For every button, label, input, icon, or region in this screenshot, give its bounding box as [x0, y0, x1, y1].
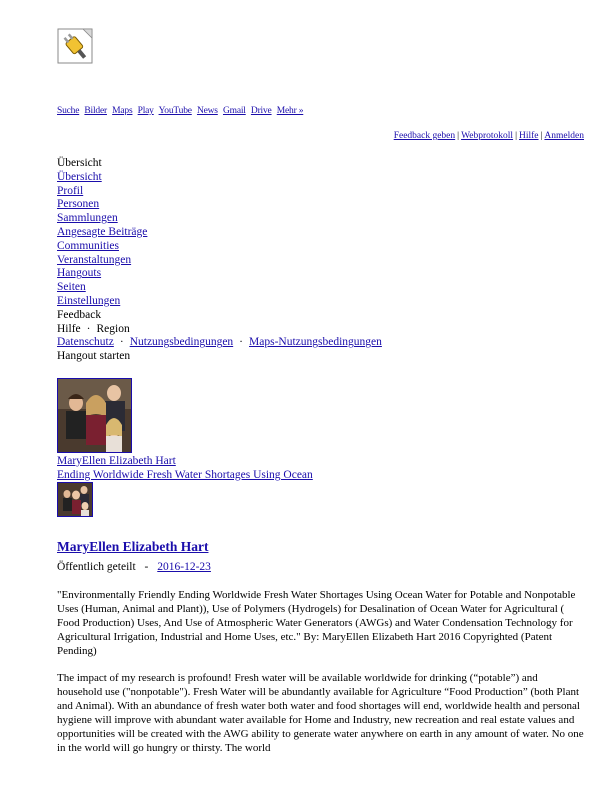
feedback-link[interactable]: Feedback geben	[393, 131, 456, 141]
post-date-link[interactable]: 2016-12-23	[157, 561, 211, 573]
account-navigation	[394, 131, 584, 141]
visibility-label: Öffentlich geteilt	[57, 561, 136, 573]
post-title-link[interactable]: Ending Worldwide Fresh Water Shortages Using Ocean	[57, 469, 313, 481]
nav-link-news[interactable]: News	[196, 106, 218, 116]
legal-link-nutzungsbedingungen[interactable]: Nutzungsbedingungen	[129, 336, 234, 349]
menu-region[interactable]: Region	[96, 322, 130, 335]
author-avatar[interactable]	[57, 482, 93, 517]
menu-link-hangouts[interactable]: Hangouts	[57, 267, 102, 280]
legal-link-maps-nutzungsbedingungen[interactable]: Maps-Nutzungsbedingungen	[249, 336, 382, 349]
nav-link-youtube[interactable]: YouTube	[158, 106, 192, 116]
dot-separator: ·	[119, 336, 124, 349]
menu-link-seiten[interactable]: Seiten	[57, 281, 86, 294]
menu-help[interactable]: Hilfe	[57, 322, 81, 335]
post-author-link[interactable]: MaryEllen Elizabeth Hart	[57, 539, 209, 554]
menu-link-sammlungen[interactable]: Sammlungen	[57, 212, 118, 225]
menu-link-communities[interactable]: Communities	[57, 239, 119, 252]
separator: |	[457, 131, 460, 141]
menu-feedback[interactable]: Feedback	[57, 308, 102, 321]
dot-separator: ·	[86, 322, 91, 335]
menu-current: Übersicht	[57, 157, 102, 169]
menu-link-einstellungen[interactable]: Einstellungen	[57, 294, 121, 307]
help-link[interactable]: Hilfe	[518, 131, 539, 141]
legal-link-datenschutz[interactable]: Datenschutz	[57, 336, 114, 349]
nav-link-more[interactable]: Mehr »	[276, 106, 304, 116]
history-link[interactable]: Webprotokoll	[461, 131, 514, 141]
nav-link-gmail[interactable]: Gmail	[222, 106, 246, 116]
post-paragraph-1: "Environmentally Friendly Ending Worldwide Fresh Water Shortages Using Ocean Water for Potable and Nonpotable Uses (Human, Animal and Plant)), Use of Polymers (Hydrogels) for Desalination of Ocean Water for Agricultural ( Food Production) Uses, And Use of Atmospheric Water Generators (AWGs) and Water Condensation Technology for Agricultural Irrigation, Industrial and Home Uses, etc." By: MaryEllen Elizabeth Hart 2016 Copyrighted (Patent Pending)	[57, 589, 576, 657]
post-author-heading[interactable]	[57, 539, 208, 555]
login-link[interactable]: Anmelden	[544, 131, 584, 141]
menu-link-uebersicht[interactable]: Übersicht	[57, 170, 102, 183]
nav-link-drive[interactable]: Drive	[250, 106, 272, 116]
author-name-link[interactable]: MaryEllen Elizabeth Hart	[57, 455, 176, 467]
profile-photo[interactable]	[57, 378, 132, 453]
meta-separator: -	[144, 561, 149, 573]
nav-link-maps[interactable]: Maps	[112, 106, 133, 116]
main-menu	[57, 157, 382, 364]
menu-link-personen[interactable]: Personen	[57, 198, 100, 211]
post-paragraph-2: The impact of my research is profound! Fresh water will be available worldwide for drinking (“potable”) and household use ("nonpotable"). Fresh Water will be abundantly available for Agriculture “Food Production” (both Plant and Animal). With an abundance of fresh water both water and food shortages will end, worldwide health and personal hygiene will improve with abundant water available for Home and Industry, new recreation and real estate values and opportunities will be created with the AWG ability to generate water anywhere on earth in any amount of water. No one in the world will go hungry or thirsty. The world	[57, 672, 584, 754]
top-navigation	[57, 106, 306, 116]
separator: |	[515, 131, 517, 141]
dot-separator: ·	[239, 336, 244, 349]
post-meta	[57, 561, 211, 573]
nav-link-suche[interactable]: Suche	[57, 106, 80, 116]
separator: |	[540, 131, 543, 141]
menu-link-profil[interactable]: Profil	[57, 184, 84, 197]
broken-plugin-logo-icon[interactable]	[57, 28, 93, 64]
start-hangout[interactable]: Hangout starten	[57, 350, 131, 363]
nav-link-bilder[interactable]: Bilder	[84, 106, 107, 116]
menu-link-veranstaltungen[interactable]: Veranstaltungen	[57, 253, 132, 266]
author-links	[57, 454, 313, 482]
nav-link-play[interactable]: Play	[137, 106, 154, 116]
menu-link-angesagte-beitraege[interactable]: Angesagte Beiträge	[57, 225, 148, 238]
